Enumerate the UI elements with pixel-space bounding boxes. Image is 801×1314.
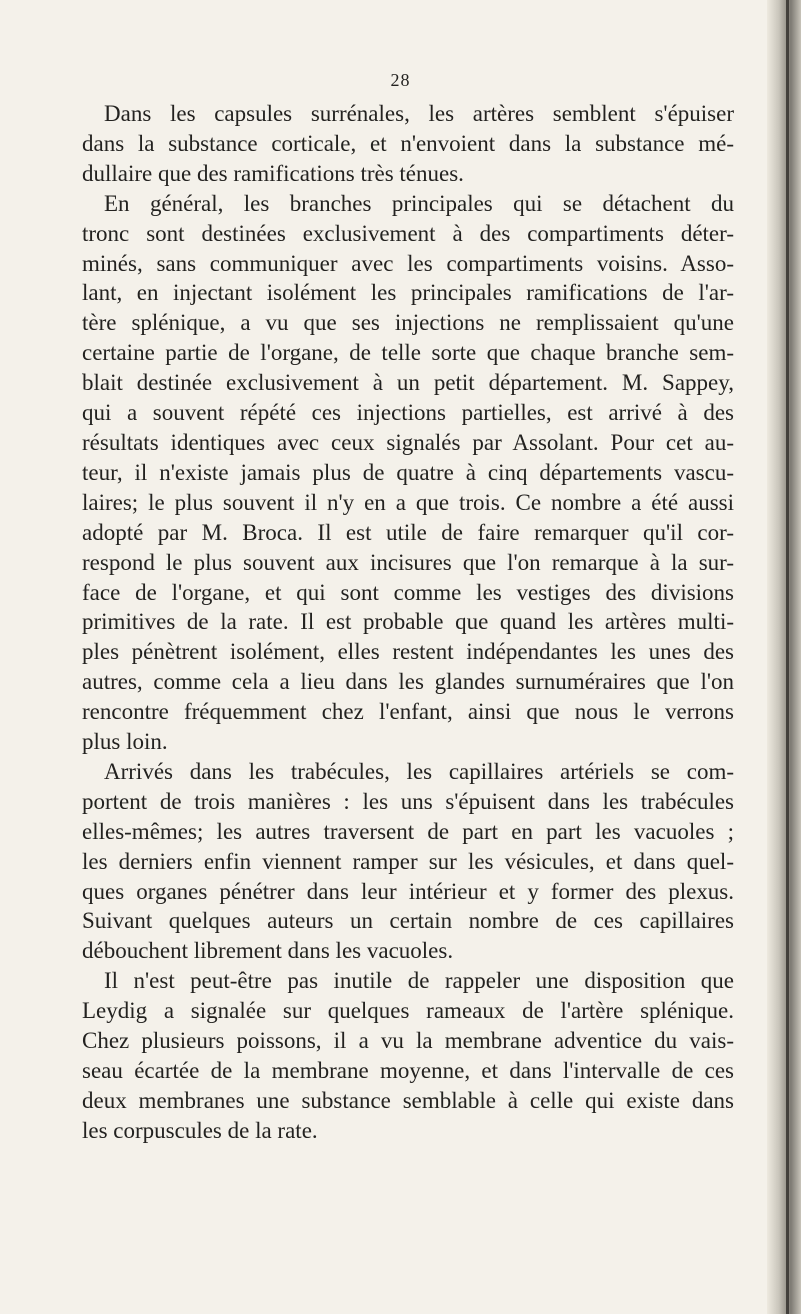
text-line: résultats identiques avec ceux signalés par Assolant. Pour cet au- bbox=[82, 429, 734, 455]
text-line: portent de trois manières : les uns s'épuisent dans les trabécules bbox=[82, 788, 734, 814]
text-line: Leydig a signalée sur quelques rameaux de l'artère splénique. bbox=[82, 998, 734, 1024]
text-line: Suivant quelques auteurs un certain nombre de ces capillaires bbox=[82, 908, 734, 934]
text-line: respond le plus souvent aux incisures que l'on remarque à la sur- bbox=[82, 549, 734, 575]
text-line: Dans les capsules surrénales, les artères semblent s'épuiser bbox=[104, 101, 734, 126]
page-binding-line bbox=[786, 0, 789, 1314]
text-line: adopté par M. Broca. Il est utile de faire remarquer qu'il cor- bbox=[82, 519, 734, 545]
text-line: Il n'est peut-être pas inutile de rappeler une disposition que bbox=[104, 968, 734, 994]
text-line: primitives de la rate. Il est probable que quand les artères multi- bbox=[82, 609, 734, 635]
text-line: dans la substance corticale, et n'envoient dans la substance mé- bbox=[82, 130, 734, 156]
text-line: dullaire que des ramifications très ténues. bbox=[82, 160, 464, 186]
text-line: blait destinée exclusivement à un petit département. M. Sappey, bbox=[82, 370, 734, 396]
text-line: minés, sans communiquer avec les compartiments voisins. Asso- bbox=[82, 250, 734, 276]
text-line: face de l'organe, et qui sont comme les vestiges des divisions bbox=[82, 579, 734, 605]
text-line: teur, il n'existe jamais plus de quatre à cinq départements vascu- bbox=[82, 459, 734, 485]
text-line: ples pénètrent isolément, elles restent indépendantes les unes des bbox=[82, 639, 734, 665]
text-line: elles-mêmes; les autres traversent de part en part les vacuoles ; bbox=[82, 818, 734, 844]
text-line: tronc sont destinées exclusivement à des compartiments déter- bbox=[82, 220, 734, 246]
text-line: qui a souvent répété ces injections partielles, est arrivé à des bbox=[82, 400, 734, 426]
text-line: En général, les branches principales qui se détachent du bbox=[104, 190, 734, 216]
text-line: lant, en injectant isolément les principales ramifications de l'ar- bbox=[82, 280, 734, 306]
text-line: deux membranes une substance semblable à celle qui existe dans bbox=[82, 1087, 734, 1113]
body-text bbox=[82, 99, 734, 1146]
text-line: les corpuscules de la rate. bbox=[82, 1117, 318, 1143]
page-binding-edge bbox=[767, 0, 801, 1314]
text-line: rencontre fréquemment chez l'enfant, ainsi que nous le verrons bbox=[82, 699, 734, 725]
text-line: Chez plusieurs poissons, il a vu la membrane adventice du vais- bbox=[82, 1028, 734, 1054]
text-line: seau écartée de la membrane moyenne, et dans l'intervalle de ces bbox=[82, 1058, 734, 1083]
text-line: les derniers enfin viennent ramper sur les vésicules, et dans quel- bbox=[82, 848, 734, 874]
text-line: laires; le plus souvent il n'y en a que trois. Ce nombre a été aussi bbox=[82, 489, 734, 515]
text-line: autres, comme cela a lieu dans les glandes surnuméraires que l'on bbox=[82, 669, 734, 695]
text-line: tère splénique, a vu que ses injections ne remplissaient qu'une bbox=[82, 310, 734, 336]
text-line: certaine partie de l'organe, de telle sorte que chaque branche sem- bbox=[82, 340, 734, 366]
text-line: ques organes pénétrer dans leur intérieur et y former des plexus. bbox=[82, 878, 734, 904]
page-number: 28 bbox=[390, 70, 411, 90]
text-line: Arrivés dans les trabécules, les capillaires artériels se com- bbox=[104, 758, 734, 784]
text-line: plus loin. bbox=[82, 729, 168, 755]
text-line: débouchent librement dans les vacuoles. bbox=[82, 938, 454, 964]
